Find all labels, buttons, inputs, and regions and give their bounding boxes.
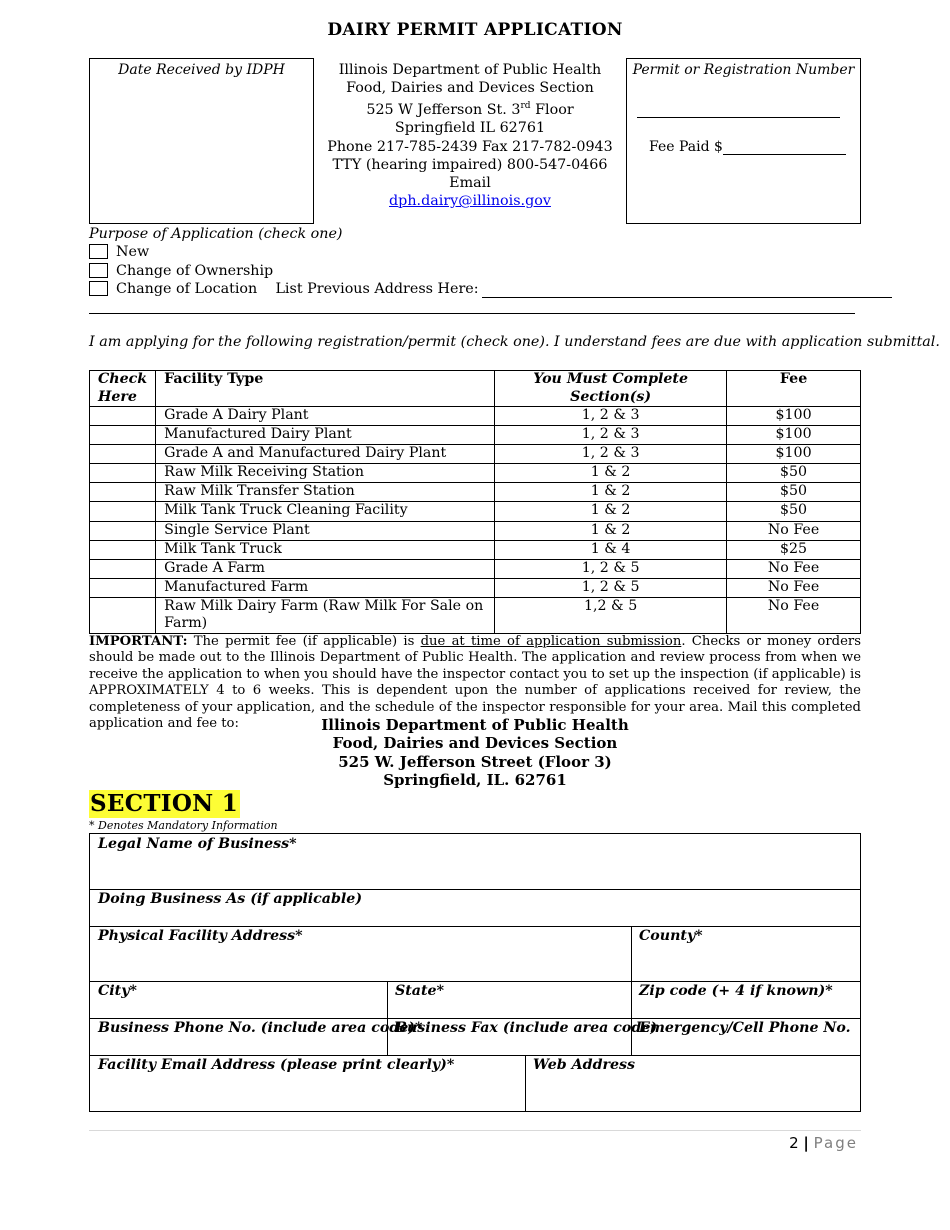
check-cell[interactable] — [90, 483, 156, 502]
facility-type-table — [89, 370, 861, 634]
facility-cell: Raw Milk Dairy Farm (Raw Milk For Sale on Farm) — [156, 597, 495, 633]
physical-address-field[interactable] — [90, 926, 631, 981]
due-at-submission-text: due at time of application submission — [420, 634, 682, 649]
table-row — [90, 578, 861, 597]
checkbox-change-ownership[interactable] — [89, 263, 108, 278]
check-cell[interactable] — [90, 407, 156, 426]
state-label: State* — [395, 983, 444, 999]
header-fee: Fee — [727, 371, 861, 407]
fee-cell: $50 — [727, 502, 861, 521]
check-cell[interactable] — [90, 578, 156, 597]
checkbox-new[interactable] — [89, 244, 108, 259]
table-row — [90, 426, 861, 445]
date-received-label: Date Received by IDPH — [118, 62, 285, 78]
county-field[interactable] — [631, 926, 860, 981]
web-address-label: Web Address — [533, 1057, 635, 1073]
mail-address-line: Food, Dairies and Devices Section — [332, 734, 618, 753]
facility-cell: Single Service Plant — [156, 521, 495, 540]
dba-field[interactable] — [90, 889, 860, 926]
agency-phone-fax: Phone 217-785-2439 Fax 217-782-0943 — [327, 138, 613, 155]
physical-address-label: Physical Facility Address* — [98, 928, 303, 944]
agency-contact-block — [318, 61, 622, 210]
page-footer — [789, 1134, 858, 1152]
check-cell[interactable] — [90, 426, 156, 445]
check-cell[interactable] — [90, 540, 156, 559]
agency-street: 525 W Jefferson St. 3rd Floor — [366, 101, 574, 119]
fee-cell: $25 — [727, 540, 861, 559]
permit-number-line[interactable] — [637, 117, 840, 118]
business-fax-label: Business Fax (include area code) — [395, 1020, 658, 1036]
county-label: County* — [639, 928, 703, 944]
page-label: Page — [813, 1134, 858, 1152]
important-notice: IMPORTANT: The permit fee (if applicable) is due at time of application submission. Checks or money orders should be made out to the Illinois Department of Public Health. The application and review process from when we receive the application to when you should have the inspector contact you to set up the inspection (if applicable) is APPROXIMATELY 4 to 6 weeks. This is dependent upon the number of applications received for review, the completeness of your application, and the schedule of the inspector responsible for your area. Mail this completed application and fee to: — [89, 634, 861, 732]
date-received-box — [89, 58, 314, 224]
purpose-option-change-ownership — [89, 262, 343, 280]
agency-city: Springfield IL 62761 — [394, 120, 546, 137]
purpose-option-new — [89, 243, 343, 261]
check-cell[interactable] — [90, 597, 156, 633]
check-cell[interactable] — [90, 445, 156, 464]
facility-cell: Manufactured Farm — [156, 578, 495, 597]
purpose-of-application — [89, 225, 479, 298]
facility-cell: Manufactured Dairy Plant — [156, 426, 495, 445]
facility-cell: Grade A Dairy Plant — [156, 407, 495, 426]
fee-cell: No Fee — [727, 597, 861, 633]
facility-cell: Raw Milk Transfer Station — [156, 483, 495, 502]
mailing-address — [0, 716, 950, 790]
mail-address-line: Illinois Department of Public Health — [321, 716, 629, 734]
table-row — [90, 521, 861, 540]
fee-cell: No Fee — [727, 559, 861, 578]
city-field[interactable] — [90, 981, 387, 1018]
sections-cell: 1 & 2 — [495, 483, 727, 502]
facility-cell: Grade A Farm — [156, 559, 495, 578]
important-label: IMPORTANT: — [89, 634, 188, 649]
sections-cell: 1, 2 & 3 — [495, 426, 727, 445]
permit-number-box — [626, 58, 861, 224]
cell-phone-field[interactable] — [631, 1018, 860, 1055]
sections-cell: 1,2 & 5 — [495, 597, 727, 633]
section-1-form — [89, 833, 861, 1112]
facility-cell: Grade A and Manufactured Dairy Plant — [156, 445, 495, 464]
table-row — [90, 502, 861, 521]
purpose-heading: Purpose of Application (check one) — [89, 226, 343, 242]
mail-address-line: 525 W. Jefferson Street (Floor 3) — [338, 752, 612, 771]
purpose-option-label: Change of Ownership — [116, 262, 274, 279]
purpose-option-label: Change of Location — [116, 280, 258, 297]
dba-label: Doing Business As (if applicable) — [98, 891, 363, 907]
table-row — [90, 445, 861, 464]
check-cell[interactable] — [90, 559, 156, 578]
legal-name-label: Legal Name of Business* — [98, 836, 297, 852]
table-row — [90, 407, 861, 426]
city-label: City* — [98, 983, 137, 999]
section-1-heading: SECTION 1 — [90, 790, 239, 817]
table-row — [90, 464, 861, 483]
fee-cell: $100 — [727, 426, 861, 445]
table-header-row — [90, 371, 861, 407]
check-cell[interactable] — [90, 521, 156, 540]
permit-number-label: Permit or Registration Number — [632, 62, 855, 78]
legal-name-field[interactable] — [90, 834, 860, 889]
footer-divider — [89, 1130, 861, 1131]
previous-address-line-2[interactable] — [89, 313, 855, 314]
check-cell[interactable] — [90, 464, 156, 483]
table-row — [90, 483, 861, 502]
page-number: 2 — [789, 1134, 799, 1152]
previous-address-line[interactable] — [482, 284, 892, 298]
fee-cell: $100 — [727, 445, 861, 464]
footer-separator: | — [803, 1134, 809, 1152]
facility-cell: Milk Tank Truck Cleaning Facility — [156, 502, 495, 521]
mail-address-line: Springfield, IL. 62761 — [383, 771, 567, 790]
applying-statement: I am applying for the following registration/permit (check one). I understand fees are due with application submittal. — [89, 334, 940, 350]
agency-email-label: Email — [449, 174, 491, 191]
facility-cell: Raw Milk Receiving Station — [156, 464, 495, 483]
zip-field[interactable] — [631, 981, 860, 1018]
business-phone-field[interactable] — [90, 1018, 423, 1055]
fee-cell: $50 — [727, 464, 861, 483]
sections-cell: 1 & 2 — [495, 502, 727, 521]
business-phone-label: Business Phone No. (include area code)* — [98, 1020, 423, 1036]
table-row — [90, 597, 861, 633]
fee-paid-line[interactable] — [723, 141, 846, 155]
facility-email-label: Facility Email Address (please print clearly)* — [98, 1057, 455, 1073]
fee-cell: $100 — [727, 407, 861, 426]
fee-paid-label: Fee Paid $ — [649, 139, 723, 155]
check-cell[interactable] — [90, 502, 156, 521]
agency-name: Illinois Department of Public Health — [338, 62, 602, 78]
sections-cell: 1, 2 & 5 — [495, 578, 727, 597]
sections-cell: 1 & 2 — [495, 521, 727, 540]
sections-cell: 1 & 4 — [495, 540, 727, 559]
fee-cell: No Fee — [727, 578, 861, 597]
web-address-field[interactable] — [525, 1055, 860, 1111]
header-sections: You Must Complete Section(s) — [495, 371, 727, 407]
agency-tty: TTY (hearing impaired) 800-547-0466 — [332, 156, 608, 173]
header-facility-type: Facility Type — [156, 371, 495, 407]
agency-email-link[interactable]: dph.dairy@illinois.gov — [389, 193, 551, 210]
facility-cell: Milk Tank Truck — [156, 540, 495, 559]
fee-cell: $50 — [727, 483, 861, 502]
cell-phone-label: Emergency/Cell Phone No. — [639, 1020, 851, 1036]
mandatory-note: * Denotes Mandatory Information — [89, 819, 278, 832]
checkbox-change-location[interactable] — [89, 281, 108, 296]
zip-label: Zip code (+ 4 if known)* — [639, 983, 833, 999]
purpose-option-label: New — [116, 244, 150, 261]
header-check-here: Check Here — [90, 371, 156, 407]
facility-email-field[interactable] — [90, 1055, 525, 1111]
fee-paid-field — [649, 139, 846, 155]
business-fax-field[interactable] — [387, 1018, 658, 1055]
sections-cell: 1, 2 & 3 — [495, 407, 727, 426]
page-title: DAIRY PERMIT APPLICATION — [327, 20, 623, 40]
agency-section: Food, Dairies and Devices Section — [346, 80, 594, 97]
sections-cell: 1 & 2 — [495, 464, 727, 483]
sections-cell: 1, 2 & 3 — [495, 445, 727, 464]
table-row — [90, 559, 861, 578]
purpose-option-change-location — [89, 280, 479, 298]
table-row — [90, 540, 861, 559]
sections-cell: 1, 2 & 5 — [495, 559, 727, 578]
fee-cell: No Fee — [727, 521, 861, 540]
previous-address-label: List Previous Address Here: — [275, 280, 479, 297]
state-field[interactable] — [387, 981, 631, 1018]
